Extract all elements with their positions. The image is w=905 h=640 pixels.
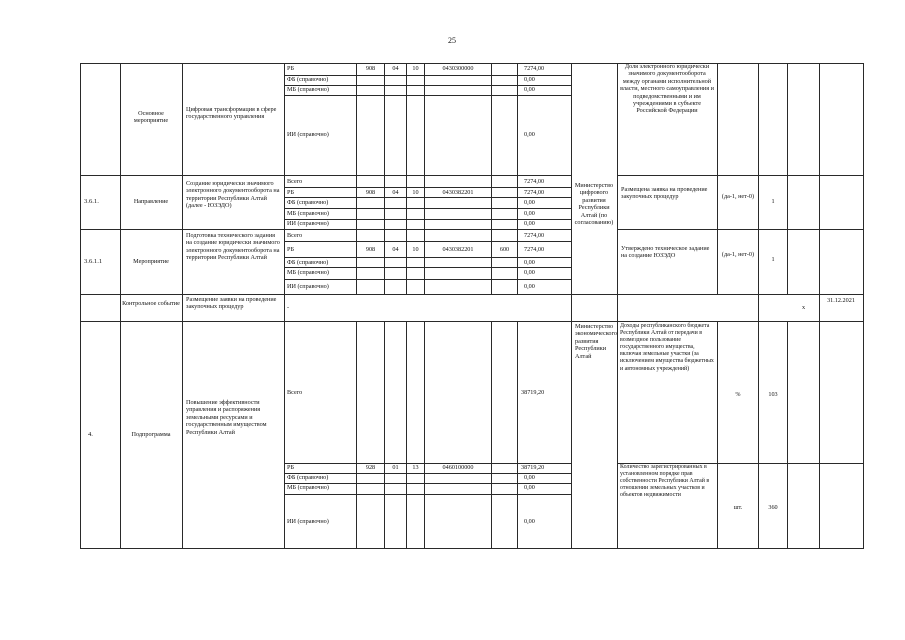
main-code1: 908: [365, 65, 376, 72]
row-line: [285, 257, 571, 258]
indicator-budget-income: Доходы республиканского бюджета Республики Алтай от передачи в возмездное пользование государственного имущества, включая земельные участки (за исключением имущества бюджетных и автономных учреждений): [620, 323, 714, 372]
main-rb-label: РБ: [287, 65, 294, 72]
r3611-vsego-label: Всего: [287, 232, 303, 239]
column-line: [182, 63, 183, 549]
table-left-border: [80, 63, 81, 549]
row-number-4: 4.: [88, 431, 93, 438]
r3611-mb-value: 0,00: [524, 269, 535, 276]
row-type-3611: Мероприятие: [133, 258, 169, 265]
indicator-share-edo: Доля электронного юридически значимого документооборота между органами исполнительной власти, местного самоуправления и подведомственными и им учреждениями в субъекте Российской Федерации: [620, 63, 714, 115]
main-ii-label: ИИ (справочно): [287, 131, 329, 138]
page-number: 25: [448, 36, 456, 45]
column-line: [491, 63, 492, 294]
sub4-mb-label: МБ (справочно): [287, 484, 329, 491]
control-event-name: Размещение заявки на проведение закупочных процедур: [186, 296, 277, 311]
row-name-4: Повышение эффективности управления и распоряжения земельными ресурсами и государственным имуществом Республики Алтай: [186, 399, 267, 436]
row-line: [285, 241, 571, 242]
column-line: [787, 321, 788, 549]
sub4-mb-value: 0,00: [524, 484, 535, 491]
sub4-rb-value: 38719,20: [521, 464, 545, 471]
column-line: [819, 63, 820, 549]
r3611-code4: 0430382201: [442, 246, 474, 253]
table-bottom-border: [80, 548, 864, 549]
indicator-budget-income-value: 103: [768, 391, 778, 398]
control-event-date: 31.12.2021: [827, 297, 855, 304]
sub4-vsego-value: 38719,20: [521, 389, 545, 396]
r361-rb-label: РБ: [287, 189, 294, 196]
indicator-tech-spec-unit: (да-1, нет-0): [721, 251, 755, 258]
r3611-code1: 908: [365, 246, 376, 253]
sub4-rb-label: РБ: [287, 464, 294, 471]
row-type-4: Подпрограмма: [131, 431, 171, 438]
column-line: [717, 321, 718, 549]
row-line: [80, 175, 571, 176]
sub4-code4: 0460100000: [442, 464, 474, 471]
column-line: [356, 63, 357, 294]
row-number-361: 3.6.1.: [84, 198, 99, 205]
indicator-tech-spec: Утверждено техническое задание на создание ЮЗЭДО: [621, 245, 710, 260]
r361-ii-label: ИИ (справочно): [287, 220, 329, 227]
indicator-procurement-unit: (да-1, нет-0): [721, 193, 755, 200]
column-line: [406, 63, 407, 294]
column-line: [787, 63, 788, 294]
column-line: [717, 63, 718, 294]
r361-code3: 10: [412, 189, 419, 196]
r3611-fb-value: 0,00: [524, 259, 535, 266]
main-code4: 0430300000: [442, 65, 474, 72]
column-line: [491, 321, 492, 549]
r361-mb-value: 0,00: [524, 210, 535, 217]
sub4-code1: 928: [365, 464, 376, 471]
sub4-fb-label: ФБ (справочно): [287, 474, 329, 481]
column-line: [758, 63, 759, 549]
indicator-procurement: Размещена заявка на проведение закупочных процедур: [621, 186, 708, 201]
column-line: [517, 321, 518, 549]
main-rb-value: 7274,00: [524, 65, 545, 72]
r3611-ii-value: 0,00: [524, 283, 535, 290]
r3611-code2: 04: [392, 246, 399, 253]
column-line: [384, 63, 385, 294]
row-line: [80, 229, 571, 230]
sub4-ii-value: 0,00: [524, 518, 535, 525]
indicator-tech-spec-value: 1: [771, 256, 775, 263]
control-event-type: Контрольное событие: [122, 300, 180, 307]
row-line: [285, 187, 571, 188]
table-top-border: [80, 63, 864, 64]
indicator-registered-rights: Количество зарегистрированных в установленном порядке прав собственности Республики Алтай в отношении земельных участков и объектов недвижимости: [620, 464, 710, 499]
r3611-rb-label: РБ: [287, 246, 294, 253]
main-fb-value: 0,00: [524, 76, 535, 83]
row-line: [285, 197, 571, 198]
column-line: [284, 63, 285, 549]
column-line: [424, 321, 425, 549]
r3611-ii-label: ИИ (справочно): [287, 283, 329, 290]
table-right-border: [863, 63, 864, 549]
r361-code2: 04: [392, 189, 399, 196]
main-mb-label: МБ (справочно): [287, 86, 329, 93]
row-line: [617, 175, 864, 176]
r361-ii-value: 0,00: [524, 220, 535, 227]
r361-fb-value: 0,00: [524, 199, 535, 206]
main-ii-value: 0,00: [524, 131, 535, 138]
r361-code4: 0430382201: [442, 189, 474, 196]
r361-fb-label: ФБ (справочно): [287, 199, 329, 206]
r3611-mb-label: МБ (справочно): [287, 269, 329, 276]
row-line: [285, 267, 571, 268]
row-type-361: Направление: [133, 198, 169, 205]
row-line: [285, 494, 571, 495]
row-line: [285, 95, 571, 96]
row-name-361: Создание юридически значимого электронного документооборота на территории Республики Алтай (далее - ЮЗЭДО): [186, 180, 280, 210]
column-line: [406, 321, 407, 549]
main-code3: 10: [412, 65, 419, 72]
row-number-3611: 3.6.1.1: [84, 258, 103, 265]
sub4-vsego-label: Всего: [287, 389, 303, 396]
indicator-registered-rights-unit: шт.: [733, 504, 743, 511]
main-mb-value: 0,00: [524, 86, 535, 93]
indicator-procurement-value: 1: [771, 198, 775, 205]
r3611-rb-value: 7274,00: [524, 246, 545, 253]
sub4-ii-label: ИИ (справочно): [287, 518, 329, 525]
column-line: [424, 63, 425, 294]
r3611-fb-label: ФБ (справочно): [287, 259, 329, 266]
main-measure-type: Основное мероприятие: [133, 110, 169, 125]
row-line: [285, 279, 571, 280]
executor-mincifra: Министерство цифрового развития Республики Алтай (по согласованию): [574, 182, 614, 227]
row-line: [80, 321, 864, 322]
column-line: [617, 63, 618, 549]
row-line: [80, 294, 864, 295]
row-line: [285, 208, 571, 209]
r361-vsego-label: Всего: [287, 178, 303, 185]
indicator-registered-rights-value: 360: [768, 504, 778, 511]
row-line: [617, 229, 864, 230]
r3611-vsego-value: 7274,00: [524, 232, 545, 239]
column-line: [384, 321, 385, 549]
control-event-x: x: [801, 304, 806, 311]
main-fb-label: ФБ (справочно): [287, 76, 329, 83]
r361-code1: 908: [365, 189, 376, 196]
main-measure-name: Цифровая трансформация в сфере государственного управления: [186, 106, 277, 121]
sub4-code2: 01: [392, 464, 399, 471]
indicator-budget-income-unit: %: [735, 391, 741, 398]
sub4-fb-value: 0,00: [524, 474, 535, 481]
column-line: [517, 63, 518, 294]
control-event-dash: -: [287, 304, 290, 311]
r3611-code5: 600: [499, 246, 510, 253]
column-line: [356, 321, 357, 549]
sub4-code3: 13: [412, 464, 419, 471]
row-name-3611: Подготовка технического задания на создание юридически значимого электронного документооборота на территории Республики Алтай: [186, 232, 280, 262]
executor-minek: Министерство экономического развития Республики Алтай: [575, 323, 617, 360]
main-code2: 04: [392, 65, 399, 72]
column-line: [571, 63, 572, 549]
r3611-code3: 10: [412, 246, 419, 253]
r361-vsego-value: 7274,00: [524, 178, 545, 185]
r361-mb-label: МБ (справочно): [287, 210, 329, 217]
r361-rb-value: 7274,00: [524, 189, 545, 196]
